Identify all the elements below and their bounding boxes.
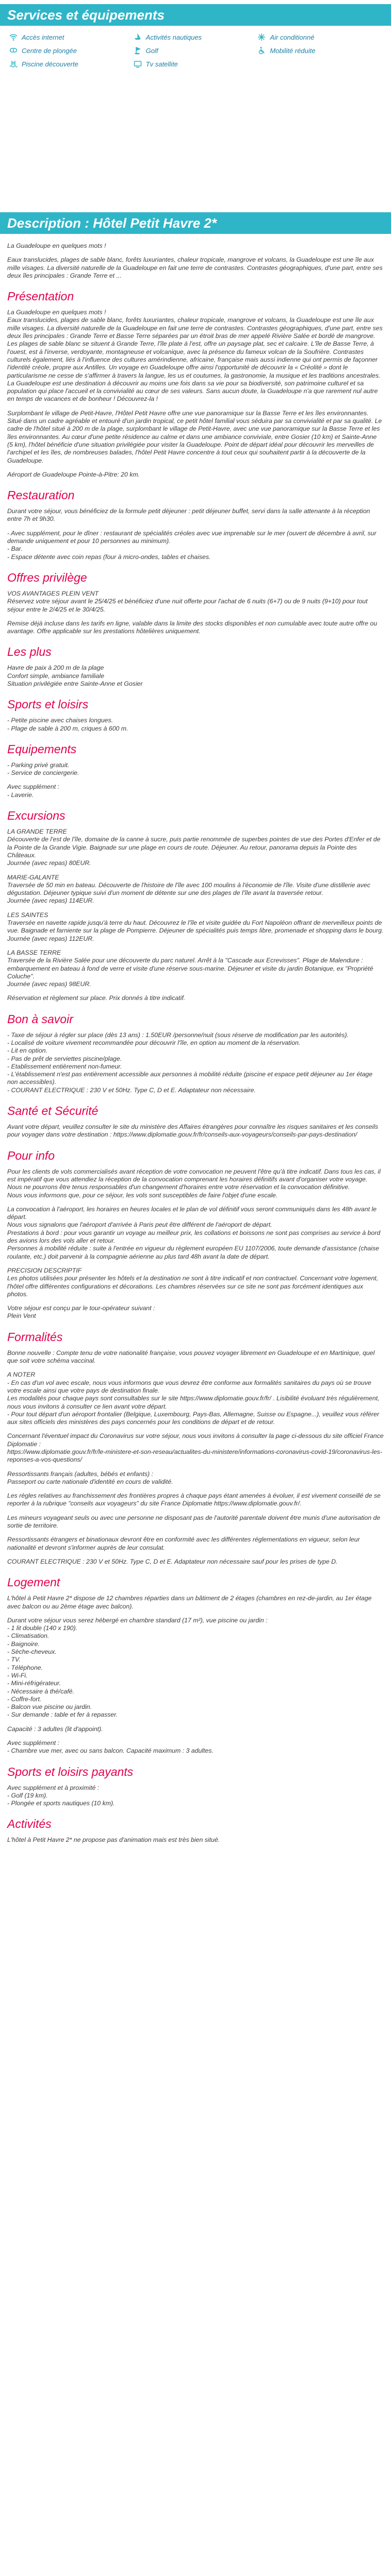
section-paragraph: Durant votre séjour, vous bénéficiez de la formule petit déjeuner : petit déjeuner buffet, servi dans la salle attenante à la réception entre 7h et 9h30.	[7, 507, 370, 523]
section-paragraph: Pour les clients de vols commercialisés avant réception de votre convocation ne peuvent l'être qu'à titre indicatif. Dans tous les cas, il est impératif que vous attendiez la réception de la convocation comprenant les horaires définitifs avant d'organiser votre voyage. Nous ne pourrons être tenus responsables d'un changement d'horaires entre votre réservation et la convocation définitive. Nous vous informons que, pour ce séjour, les vols sont susceptibles de faire l'objet d'une escale.	[7, 1167, 381, 1199]
section-paragraph: Bonne nouvelle : Compte tenu de votre nationalité française, vous pouvez voyager librement en Guadeloupe et en Martinique, quel que soit votre schéma vaccinal.	[7, 1349, 375, 1365]
pool-icon	[9, 60, 18, 68]
service-label: Centre de plongée	[22, 46, 77, 55]
section-paragraph: Surplombant le village de Petit-Havre, l'Hôtel Petit Havre offre une vue panoramique sur la Basse Terre et les îles environnantes. Situé dans un cadre agréable et entouré d'un jardin tropical, ce petit hôtel familial vous séduira par sa convivialité et par sa qualité. Le cadre de l'hôtel situé à 200 m de la plage, surplombant le village de Petit-Havre, avec une vue panoramique sur la Basse Terre et les îles environnantes. Au cœur d'une petite résidence au calme et dans une ambiance conviviale, entre Gosier (10 km) et Sainte-Anne (5 km), l'hôtel bénéficie d'une situation privilégiée pour visiter la Guadeloupe. Point de départ idéal pour découvrir les merveilles de l'archipel et les îles, de nombreuses balades, l'hôtel Petit Havre concentre à tout ceux qui souhaitent partir à la découverte de la Guadeloupe.	[7, 409, 382, 464]
section-title: Les plus	[7, 645, 52, 659]
section-title: Offres privilège	[7, 570, 87, 584]
section-title: Sports et loisirs payants	[7, 1765, 134, 1778]
section-title: Sports et loisirs	[7, 698, 89, 711]
description-header: Description : Hôtel Petit Havre 2*	[0, 212, 391, 234]
section-paragraph: - Parking privé gratuit. - Service de conciergerie.	[7, 761, 79, 777]
services-header: Services et équipements	[0, 4, 391, 26]
service-item	[9, 33, 134, 41]
section-title: Santé et Sécurité	[7, 1104, 99, 1118]
diving-icon	[9, 46, 18, 55]
section-paragraph: MARIE-GALANTE Traversée de 50 min en bateau. Découverte de l'histoire de l'île avec 100 moulins à l'économie de l'île. Visite d'une distillerie avec dégustation. Déjeuner typique suivi d'un moment de détente sur une des plages de l'île avant la traversée retour. Journée (avec repas) 114EUR.	[7, 873, 370, 905]
section-paragraph: Ressortissants étrangers et binationaux devront être en conformité avec les différentes réglementations en vigueur, selon leur nationalité et devront s'informer auprès de leur consulat.	[7, 1536, 360, 1551]
service-label: Mobilité réduite	[270, 46, 316, 55]
section-paragraph: La Guadeloupe en quelques mots ! Eaux translucides, plages de sable blanc, forêts luxuriantes, chaleur tropicale, mangrove et volcans, la Guadeloupe est une île aux mille visages. La diversité naturelle de la Guadeloupe en fait une terre de contrastes. Contrastes géographiques, d'une part, entre ses deux îles principales : Grande Terre et Basse Terre séparées par un étroit bras de mer appelé Rivière Salée et bordé de mangrove. Les plages de sable blanc se situent à Grande Terre, l'île plate à l'est, offre un paysage plat, sec et calcaire. L'île de Basse Terre, à l'ouest, est à l'inverse, verdoyante, montagneuse et volcanique, avec la présence du fameux volcan de la Soufrière. Contrastes culturels également, liés à l'influence des cultures amérindienne, africaine, française mais aussi indienne qui ont permis de façonner l'identité créole, propre aux Antilles. Un voyage en Guadeloupe offre ainsi l'opportunité de découvrir la « Créolité » dont le particularisme ne cesse de s'affirmer à travers la langue, les us et coutumes, la gastronomie, la musique et les traditions ancestrales. La Guadeloupe est une destination à découvrir au moins une fois dans sa vie pour sa biodiversité, son patrimoine culturel et sa population qui place l'accueil et la convivialité au cœur de ses valeurs. Sans aucun doute, la Guadeloupe n'a que rarement nul autre en temps de vacances et de bonheur ! Découvrez-la !	[7, 309, 383, 403]
section-title: Présentation	[7, 290, 74, 303]
section-paragraph: COURANT ELECTRIQUE : 230 V et 50Hz. Type C, D et E. Adaptateur non nécessaire sauf pour les prises de type D.	[7, 1557, 338, 1565]
section-title: Pour info	[7, 1148, 55, 1162]
section-title: Restauration	[7, 488, 75, 502]
tv-icon	[134, 60, 142, 68]
service-label: Activités nautiques	[145, 33, 202, 41]
section-paragraph: VOS AVANTAGES PLEIN VENT Réservez votre séjour avant le 25/4/25 et bénéficiez d'une nuit offerte pour l'achat de 6 nuits (6+7) ou de 9 nuits (9+10) pour tout séjour entre le 2/4/25 et le 30/4/25.	[7, 589, 368, 613]
section-paragraph: Remise déjà incluse dans les tarifs en ligne, valable dans la limite des stocks disponibles et non cumulable avec toute autre offre ou avantage. Offre applicable sur les prestations hôtelières uniquement.	[7, 619, 378, 635]
service-item	[134, 60, 258, 68]
section-paragraph: Les règles relatives au franchissement des frontières propres à chaque pays étant amenées à évoluer, il est vivement conseillé de se reporter à la rubrique "conseils aux voyageurs" du site France Diplomatie https://www.diplomatie.gouv.fr/.	[7, 1492, 381, 1507]
intro-paragraph: Eaux translucides, plages de sable blanc, forêts luxuriantes, chaleur tropicale, mangrove et volcans, la Guadeloupe est une île aux mille visages. La diversité naturelle de la Guadeloupe en fait une terre de contrastes. Contrastes géographiques, d'une part, entre ses deux îles principales : Grande Terre et ...	[7, 256, 383, 279]
section-paragraph: Aéroport de Guadeloupe Pointe-à-Pitre: 20 km.	[7, 470, 140, 478]
services-box	[0, 26, 391, 73]
services-grid	[9, 33, 382, 68]
section-title: Excursions	[7, 809, 66, 823]
section-title: Formalités	[7, 1330, 63, 1344]
intro-paragraph: La Guadeloupe en quelques mots !	[7, 242, 106, 249]
section-paragraph: PRECISION DESCRIPTIF Les photos utilisées pour présenter les hôtels et la destination ne sont à titre indicatif et non contractuel. Concernant votre logement, l'hôtel offre différentes configurations et décorations. Les chambres réservées sur ce site ne sont pas forcément identiques aux photos.	[7, 1266, 379, 1298]
section-paragraph: LA GRANDE TERRE Découverte de l'est de l'île, domaine de la canne à sucre, puis partie renommée de superbes pointes de vue des Portes d'Enfer et de la Pointe de la Grande Vigie. Baignade sur une plage en cours de route. Déjeuner. Au retour, panorama depuis la Pointe des Châteaux. Journée (avec repas) 80EUR.	[7, 828, 381, 867]
service-label: Golf	[145, 46, 158, 55]
section-paragraph: Concernant l'éventuel impact du Coronavirus sur votre séjour, nous vous invitons à consulter la page ci-dessous du site officiel France Diplomatie : https://www.diplomatie.gouv.fr/fr/le-ministere-et-son-reseau/actualites-du-ministere/informations-coronavirus-covid-19/coronavirus-les-reponses-a-vos-questions/	[7, 1432, 384, 1464]
section-paragraph: Durant votre séjour vous serez hébergé en chambre standard (17 m²), vue piscine ou jardin : - 1 lit double (140 x 190). - Climatisation. - Baignoire. - Sèche-cheveux. - TV. - Téléphone. - Wi-Fi. - Mini-réfrigérateur. - Nécessaire à thé/café. - Coffre-fort. - Balcon vue piscine ou jardin. - Sur demande : table et fer à repasser.	[7, 1616, 268, 1719]
service-label: Tv satellite	[145, 60, 178, 68]
section-paragraph: LES SAINTES Traversée en navette rapide jusqu'à terre du haut. Découvrez le l'île et visite guidée du Fort Napoléon offrant de merveilleux points de vue. Baignade et farniente sur la plage de Pompierre. Déjeuner de spécialités puis temps libre, promenade et shopping dans le bourg. Journée (avec repas) 112EUR.	[7, 911, 384, 942]
section-paragraph: Avec supplément et à proximité : - Golf (19 km). - Plongée et sports nautiques (10 km).	[7, 1784, 115, 1807]
description-content	[0, 234, 391, 1856]
section-title: Equipements	[7, 742, 77, 756]
section-paragraph: A NOTER - En cas d'un vol avec escale, nous vous informons que vous devrez être conforme aux formalités sanitaires du pays où se trouve votre escale ainsi que votre pays de destination finale. Les modalités pour chaque pays sont consultables sur le site https://www.diplomatie.gouv.fr/fr/ . Lisibilité évoluant très régulièrement, nous vous invitons à consulter ce lien avant votre départ. - Pour tout départ d'un aéroport frontalier (Belgique, Luxembourg, Pays-Bas, Allemagne, Suisse ou Espagne...), veuillez vous référer aux sites officiels des ministères des pays concernés pour les conditions de départ et de retour.	[7, 1371, 380, 1426]
section-paragraph: Réservation et règlement sur place. Prix donnés à titre indicatif.	[7, 994, 186, 1002]
service-item	[9, 46, 134, 55]
section-paragraph: Havre de paix à 200 m de la plage Confort simple, ambiance familiale Situation privilégiée entre Sainte-Anne et Gosier	[7, 664, 143, 687]
section-paragraph: Avant votre départ, veuillez consulter le site du ministère des Affaires étrangères pour connaître les risques sanitaires et les conseils pour voyager dans votre destination : https://www.diplomatie.gouv.fr/fr/conseils-aux-voyageurs/conseils-par-pays-destination/	[7, 1123, 379, 1139]
wheelchair-icon	[257, 46, 266, 55]
boat-icon	[134, 33, 142, 41]
section-paragraph: Ressortissants français (adultes, bébés et enfants) : Passeport ou carte nationale d'identité en cours de validité.	[7, 1470, 173, 1485]
service-item	[134, 46, 258, 55]
section-paragraph: L'hôtel à Petit Havre 2* dispose de 12 chambres réparties dans un bâtiment de 2 étages (chambres en rez-de-jardin, au 1er étage avec balcon ou au 2ème étage avec balcon).	[7, 1595, 372, 1610]
section-paragraph: LA BASSE TERRE Traversée de la Rivière Salée pour une découverte du parc naturel. Arrêt à la "Cascade aux Ecrevisses". Plage de Malendure : embarquement en bateau à fond de verre et visite d'une réserve sous-marine. Déjeuner et visite du jardin Botanique, ex "Propriété Coluche". Journée (avec repas) 98EUR.	[7, 948, 373, 988]
service-item	[257, 46, 382, 55]
section-paragraph: - Taxe de séjour à régler sur place (dès 13 ans) : 1.50EUR /personne/nuit (sous réserve de modification par les autorités). - Localisé de voiture vivement recommandée pour découvrir l'île, en option au moment de la réservation. - Lit en option. - Pas de prêt de serviettes piscine/plage. - Etablissement entièrement non-fumeur. - L'établissement n'est pas entièrement accessible aux personnes à mobilité réduite (piscine et espace petit déjeuner au 1er étage non accessibles). - COURANT ELECTRIQUE : 230 V et 50Hz. Type C, D et E. Adaptateur non nécessaire.	[7, 1031, 373, 1094]
wifi-icon	[9, 33, 18, 41]
section-paragraph: Les mineurs voyageant seuls ou avec une personne ne disposant pas de l'autorité parentale doivent être munis d'une autorisation de sortie de territoire.	[7, 1514, 381, 1530]
section-paragraph: - Avec supplément, pour le dîner : restaurant de spécialités créoles avec vue imprenable sur le mer (ouvert de décembre à avril, sur demande uniquement et pour 10 personnes au minimum). - Bar. - Espace détente avec coin repas (four à micro-ondes, tables et chaises.	[7, 529, 377, 561]
service-label: Piscine découverte	[22, 60, 78, 68]
service-label: Accès internet	[22, 33, 64, 41]
section-paragraph: Avec supplément : - Chambre vue mer, avec ou sans balcon. Capacité maximum : 3 adultes.	[7, 1739, 214, 1755]
section-paragraph: Capacité : 3 adultes (lit d'appoint).	[7, 1725, 103, 1733]
service-item	[9, 60, 134, 68]
section-title: Activités	[7, 1817, 52, 1831]
section-paragraph: Votre séjour est conçu par le tour-opérateur suivant : Plein Vent	[7, 1304, 155, 1320]
section-paragraph: Avec supplément : - Laverie.	[7, 783, 59, 799]
service-item	[134, 33, 258, 41]
section-paragraph: L'hôtel à Petit Havre 2* ne propose pas d'animation mais est très bien situé.	[7, 1836, 220, 1844]
snowflake-icon	[257, 33, 266, 41]
golf-icon	[134, 46, 142, 55]
section-title: Logement	[7, 1575, 60, 1589]
section-title: Bon à savoir	[7, 1012, 73, 1026]
section-paragraph: - Petite piscine avec chaises longues. - Plage de sable à 200 m, criques à 600 m.	[7, 717, 128, 732]
service-item	[257, 33, 382, 41]
section-paragraph: La convocation à l'aéroport, les horaires en heures locales et le plan de vol définitif vous seront communiqués dans les 48h avant le départ. Nous vous signalons que l'aéroport d'arrivée à Paris peut être différent de l'aéroport de départ. Prestations à bord : pour vous garantir un voyage au meilleur prix, les collations et boissons ne sont pas comprises au service à bord des avions lors des vols aller et retour. Personnes à mobilité réduite : suite à l'entrée en vigueur du règlement européen EU 1107/2006, toute demande d'assistance (chaise roulante, etc.) doit parvenir à la compagnie aérienne au plus tard 48h avant la date de départ.	[7, 1205, 381, 1260]
service-label: Air conditionné	[270, 33, 315, 41]
